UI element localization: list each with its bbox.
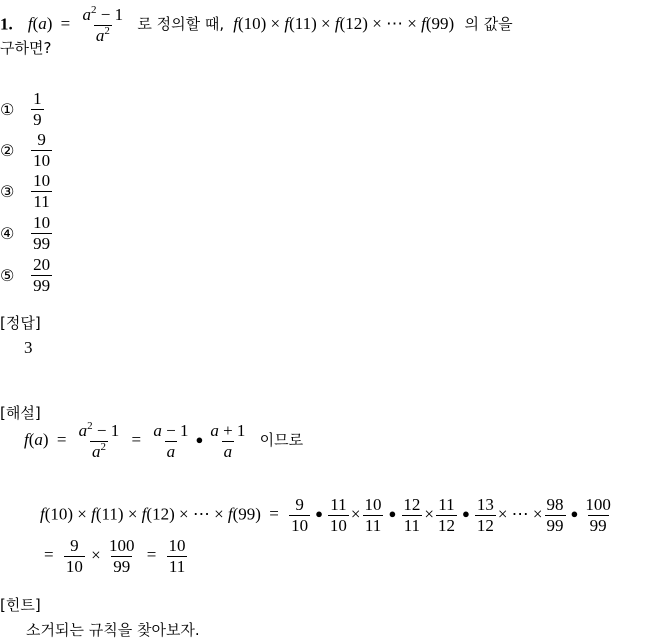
product-expression: f(10) × f(11) × f(12) × ⋯ × f(99) <box>233 14 459 34</box>
choice-fraction: $\frac{1}{9}$ <box>33 89 42 129</box>
stem-connector: 로 정의할 때, <box>137 15 225 34</box>
explanation-label: [해설] <box>0 404 41 422</box>
explanation-line1 <box>24 422 303 461</box>
choice-2[interactable] <box>0 131 54 170</box>
choice-marker: ② <box>0 141 15 160</box>
problem-stem-line2: 구하면? <box>0 39 52 57</box>
choice-fraction: $\frac{9}{10}$ <box>33 130 51 170</box>
explanation-equation-1: f(a) = $\frac{a^2 - 1}{a^2}$ = $\frac{a - 1}{a}$ ● $\frac{a + 1}{a}$ <box>24 420 246 461</box>
problem-stem-line1 <box>0 6 513 45</box>
choice-marker: ⑤ <box>0 266 15 285</box>
choice-fraction: $\frac{10}{11}$ <box>33 171 51 211</box>
choice-marker: ① <box>0 100 15 119</box>
choice-marker: ④ <box>0 224 15 243</box>
choice-4[interactable] <box>0 214 54 253</box>
hint-label: [힌트] <box>0 596 41 614</box>
answer-value: 3 <box>24 338 33 357</box>
explanation-product-line: f(10) × f(11) × f(12) × ⋯ × f(99) = $\frac{9}{10}$ ● $\frac{11}{10}$ × $\frac{10}{11}$ ● $\frac{12}{11}$ × $\frac{11}{12}$ ● $\frac{13}{12}$ × ⋯ × $\frac{98}{99}$ ● $\frac{100}{99}$ <box>40 495 611 535</box>
problem-number: 1. <box>0 14 13 34</box>
explanation-connector: 이므로 <box>259 431 304 450</box>
choice-5[interactable] <box>0 256 54 295</box>
function-definition: f(a) = $\frac{a^2 - 1}{a^2}$ <box>27 4 124 45</box>
choice-3[interactable] <box>0 172 54 211</box>
choice-1[interactable] <box>0 90 46 129</box>
stem-tail: 의 값을 <box>464 15 513 34</box>
choice-marker: ③ <box>0 182 15 201</box>
answer-label: [정답] <box>0 314 41 332</box>
choice-fraction: $\frac{20}{99}$ <box>33 255 51 295</box>
choice-fraction: $\frac{10}{99}$ <box>33 213 51 253</box>
hint-text: 소거되는 규칙을 찾아보자. <box>26 621 200 639</box>
explanation-result-line: = $\frac{9}{10}$ × $\frac{100}{99}$ = $\frac{10}{11}$ <box>44 536 186 576</box>
